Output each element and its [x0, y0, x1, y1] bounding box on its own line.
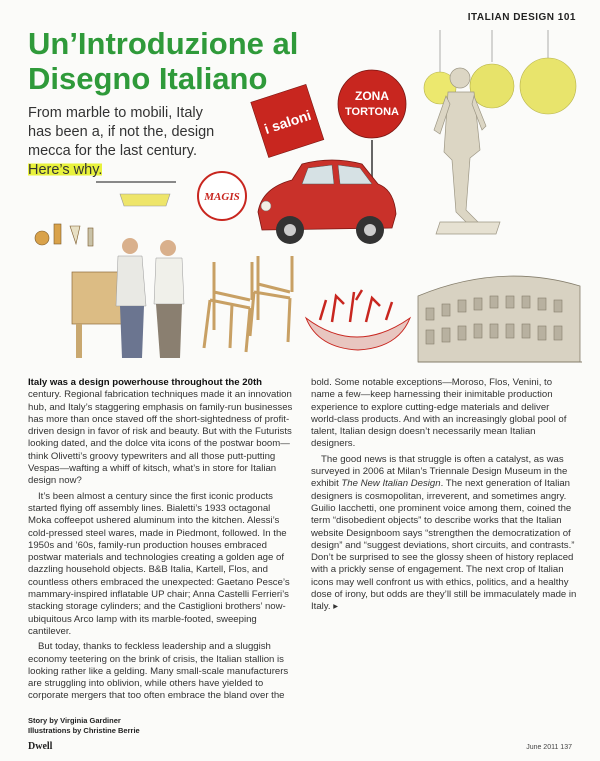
subtitle-line-2: has been a, if not the, design [28, 124, 215, 140]
subtitle-line-1: From marble to mobili, Italy [28, 105, 203, 121]
footer-brand: Dwell [28, 741, 53, 752]
sign-i-saloni-text: i saloni [262, 106, 314, 137]
section-label: ITALIAN DESIGN 101 [467, 12, 576, 23]
lamp-fixture [96, 182, 176, 206]
paragraph-2: It’s been almost a century since the first iconic products started flying off assembly lines. Bialetti’s 1933 octagonal Moka coffeepot ushered aluminum into the kitchen. Alessi’s cold-pressed steel wares, made in Piedmont, followed. In the 1950s and ’60s, family-run production houses embraced postwar materials and technologies creating a golden age of dazzling household objects. B&B Italia, Kartell, Flos, and countless others embraced the unexpected: Gaetano Pesce’s mammary-inspired inflatable UP chair; Anna Castelli Ferrieri’s stacking storage cylinders; and the Castiglioni brothers’ now-ubiquitous Arco lamp with its marble-footed, sweeping cantilever. [28, 490, 290, 637]
sign-zona-line-2: TORTONA [345, 106, 399, 118]
title-line-2: Disegno Italiano [28, 61, 268, 96]
paragraph-4 [311, 454, 578, 614]
subtitle-line-3: mecca for the last century. [28, 143, 197, 159]
illustration [0, 0, 600, 372]
sign-i-saloni [251, 84, 324, 157]
wooden-chairs [204, 256, 292, 352]
illustration-credit: Illustrations by Christine Berrie [28, 726, 140, 735]
story-credit: Story by Virginia Gardiner [28, 716, 121, 725]
footer-issue: June 2011 137 [526, 744, 572, 751]
exhibit-title: The New Italian Design [341, 478, 441, 490]
paragraph-3: But today, thanks to feckless leadership and a sluggish economy teetering on the brink of crisis, the Italian stallion is looking rather like a gelding. Many small-scale manufacturers are struggling into oblivion, while others have yielded to corporate mergers that too often embrace the bland over the bold. Some notable exceptions—Moroso, Flos, Venini, to name a few—keep harnessing their inimitable production experience to explore cutting-edge materials and deliver world-class products. And with an increasingly global pool of talent, Italian design doesn’t necessarily mean Italian designers. [28, 377, 567, 702]
article-body [28, 377, 578, 712]
car-fiat [258, 160, 396, 244]
paragraph-1-rest: century. Regional fabrication techniques made it an innovation hub, and Italy’s staggering emphasis on family-run businesses has more than once staved off the short-sightedness of profit-driven design in favor of risk and beauty. But with the Futurists looking dated, and the dolce vita icons of the postwar boom—think Olivetti’s groovy typewriters and all those putt-putting Vespas—wafting a whiff of kitsch, what’s in store for Italian design now? [28, 389, 293, 487]
paragraph-1 [28, 377, 295, 488]
paragraph-4-a: The good news is that struggle is often a catalyst, as was surveyed in 2006 at Milan’s Triennale Design Museum in the exhibit [311, 453, 568, 490]
title-line-1: Un’Introduzione al [28, 26, 299, 61]
badge-magis [198, 172, 246, 220]
paragraph-1-lead: Italy was a design powerhouse throughout the 20th [28, 377, 263, 388]
badge-magis-text: MAGIS [204, 191, 240, 203]
workshop-scene [72, 238, 184, 358]
sign-zona-line-1: ZONA [355, 89, 389, 103]
credits [28, 716, 140, 736]
wall-tools [35, 224, 93, 246]
colosseum [418, 276, 582, 362]
subtitle-line-4: Here’s why. [28, 162, 103, 178]
coral-bowl [306, 290, 410, 350]
paragraph-4-b: . The next generation of Italian designers is cosmopolitan, irreverent, and sometimes angry. Guilio Iacchetti, one prominent voice among them, coined the term “disobedient objects” to describe works that the Italian website Designboom says “strengthen the democratization of design” and “suggest deviations, short circuits, and contrasts.” Don’t be surprised to see the glossy sheen of history replaced with a prickly sense of engagement. The next crop of Italian icons may well confront us with ethics, politics, and a healthy dose of irony, but odds are they’ll still be immaculately made in Italy. ▸ [311, 478, 577, 613]
